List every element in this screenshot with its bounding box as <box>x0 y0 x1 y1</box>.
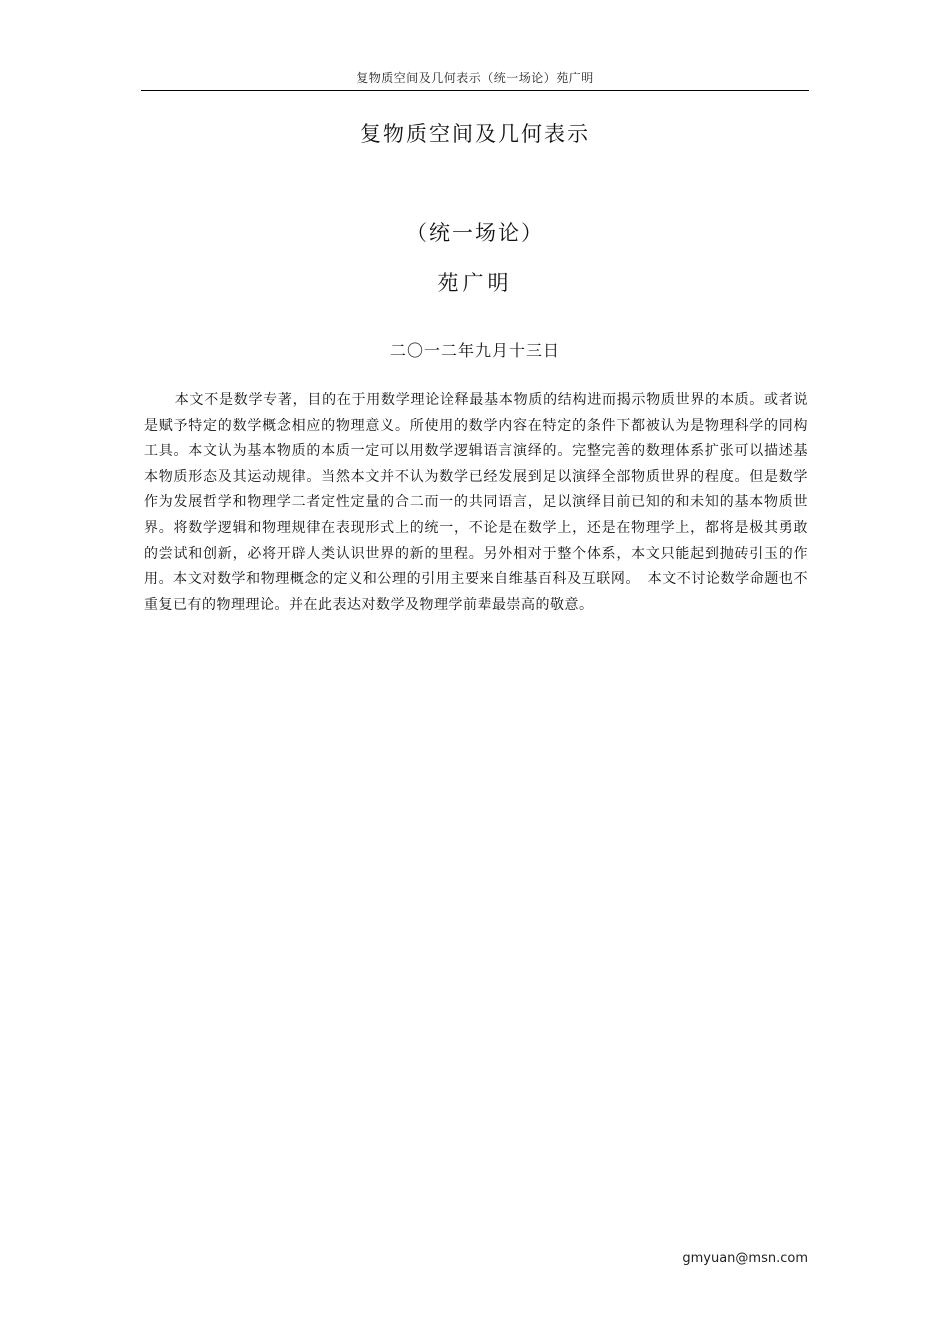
author-email: gmyuan@msn.com <box>682 1251 808 1266</box>
document-subtitle: （统一场论） <box>406 221 544 245</box>
document-date: 二〇一二年九月十三日 <box>389 341 560 360</box>
running-header: 复物质空间及几何表示（统一场论）苑广明 <box>356 71 594 85</box>
header-rule <box>141 90 809 91</box>
abstract-paragraph: 本文不是数学专著，目的在于用数学理论诠释最基本物质的结构进而揭示物质世界的本质。或者说是赋予特定的数学概念相应的物理意义。所使用的数学内容在特定的条件下都被认为是物理科学的同构工具。本文认为基本物质的本质一定可以用数学逻辑语言演绎的。完整完善的数理体系扩张可以描述基本物质形态及其运动规律。当然本文并不认为数学已经发展到足以演绎全部物质世界的程度。但是数学作为发展哲学和物理学二者定性定量的合二而一的共同语言，足以演绎目前已知的和未知的基本物质世界。将数学逻辑和物理规律在表现形式上的统一，不论是在数学上，还是在物理学上，都将是极其勇敢的尝试和创新，必将开辟人类认识世界的新的里程。另外相对于整个体系，本文只能起到抛砖引玉的作用。本文对数学和物理概念的定义和公理的引用主要来自维基百科及互联网。 本文不讨论数学命题也不重复已有的物理理论。并在此表达对数学及物理学前辈最崇高的敬意。 <box>144 392 808 613</box>
document-title: 复物质空间及几何表示 <box>360 122 590 146</box>
document-author: 苑广明 <box>437 271 513 295</box>
